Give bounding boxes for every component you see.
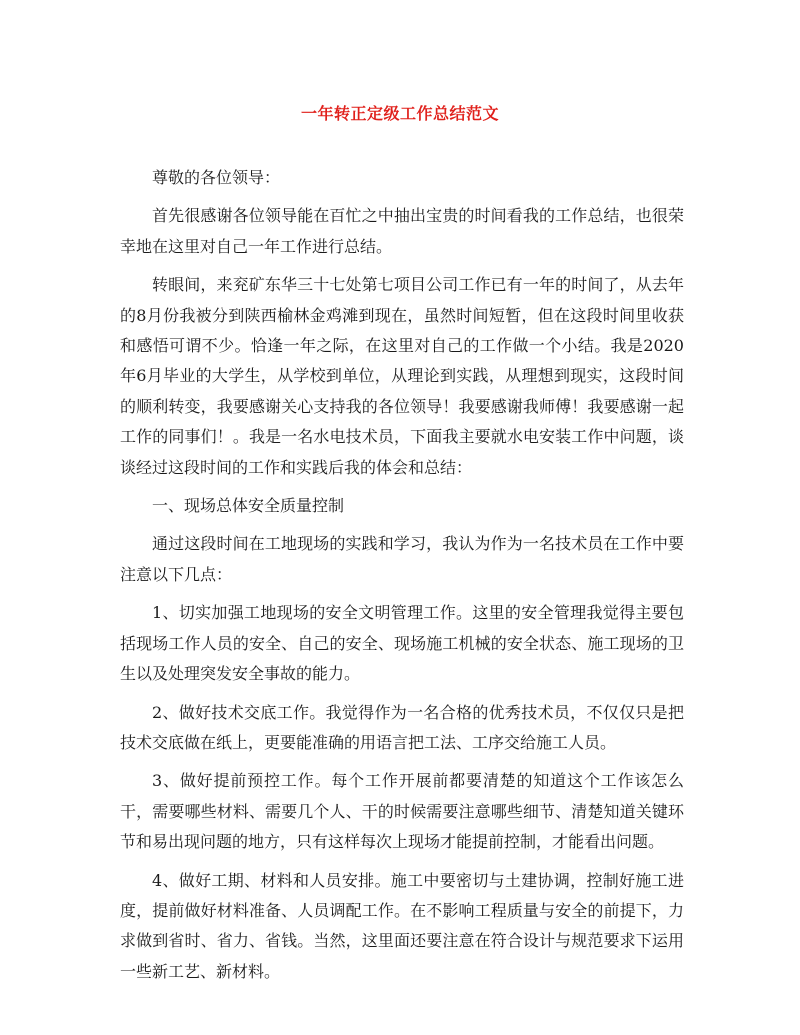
greeting-paragraph: 尊敬的各位领导： <box>152 168 281 187</box>
point-4-paragraph: 4、做好工期、材料和人员安排。施工中要密切与土建协调，控制好施工进度，提前做好材料准备、人员调配工作。在不影响工程质量与安全的前提下，力求做到省时、省力、省钱。当然，这里面还要注意在符合设计与规范要求下运用一些新工艺、新材料。 <box>120 870 684 981</box>
point-2-paragraph: 2、做好技术交底工作。我觉得作为一名合格的优秀技术员，不仅仅只是把技术交底做在纸上，更要能准确的用语言把工法、工序交给施工人员。 <box>120 702 684 752</box>
review-paragraph: 转眼间，来兖矿东华三十七处第七项目公司工作已有一年的时间了，从去年的8月份我被分到陕西榆林金鸡滩到现在，虽然时间短暂，但在这段时间里收获和感悟可谓不少。恰逢一年之际，在这里对自己的工作做一个小结。我是2020年6月毕业的大学生，从学校到单位，从理论到实践，从理想到现实，这段时间的顺利转变，我要感谢关心支持我的各位领导！我要感谢我师傅！我要感谢一起工作的同事们！。我是一名水电技术员，下面我主要就水电安装工作中问题，谈谈经过这段时间的工作和实践后我的体会和总结： <box>120 275 684 477</box>
section-intro-paragraph: 通过这段时间在工地现场的实践和学习，我认为作为一名技术员在工作中要注意以下几点： <box>120 534 684 584</box>
point-3-paragraph: 3、做好提前预控工作。每个工作开展前都要清楚的知道这个工作该怎么干，需要哪些材料、需要几个人、干的时候需要注意哪些细节、清楚知道关键环节和易出现问题的地方，只有这样每次上现场才能提前控制，才能看出问题。 <box>120 771 684 852</box>
intro-paragraph: 首先很感谢各位领导能在百忙之中抽出宝贵的时间看我的工作总结，也很荣幸地在这里对自己一年工作进行总结。 <box>120 206 684 256</box>
document-body <box>120 163 684 995</box>
section-heading: 一、现场总体安全质量控制 <box>152 496 345 516</box>
point-1-paragraph: 1、切实加强工地现场的安全文明管理工作。这里的安全管理我觉得主要包括现场工作人员的安全、自己的安全、现场施工机械的安全状态、施工现场的卫生以及处理突发安全事故的能力。 <box>120 603 684 684</box>
document-title: 一年转正定级工作总结范文 <box>300 104 499 123</box>
